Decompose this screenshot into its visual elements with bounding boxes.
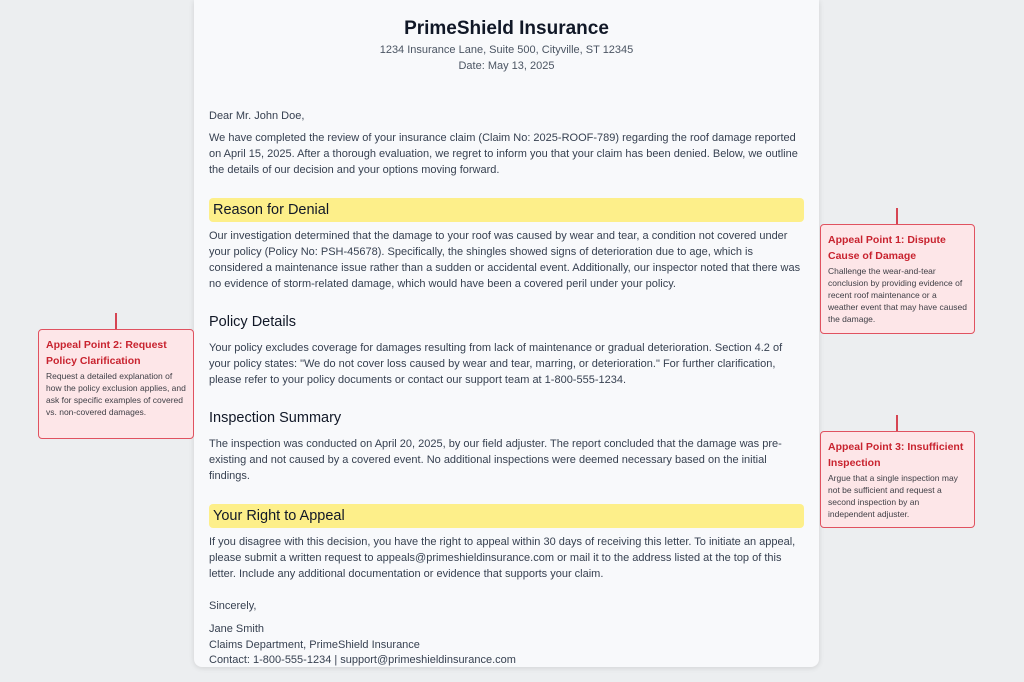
salutation: Dear Mr. John Doe,: [209, 110, 305, 122]
annotation-appeal-point-2: [38, 329, 194, 439]
annotation-title: Appeal Point 3: Insufficient Inspection: [828, 441, 964, 469]
heading-inspection-summary: Inspection Summary: [209, 410, 342, 426]
annotation-text: Challenge the wear-and-tear conclusion by providing evidence of recent roof maintenance or a weather event that may have caused the damage.: [828, 266, 967, 324]
company-address: 1234 Insurance Lane, Suite 500, Cityville, ST 12345: [379, 44, 634, 56]
annotation-2-connector: [115, 313, 117, 330]
heading-policy-details: Policy Details: [209, 314, 297, 330]
company-name: PrimeShield Insurance: [404, 18, 609, 39]
inspection-paragraph: The inspection was conducted on April 20, 2025, by our field adjuster. The report concluded that the damage was pre-existing and not caused by a covered event. No additional inspections were deemed necessary based on the initial findings.: [209, 438, 782, 482]
signature-block: [209, 622, 804, 669]
reason-paragraph: Our investigation determined that the damage to your roof was caused by wear and tear, a condition not covered under your policy (Policy No: PSH-45678). Specifically, the shingles showed signs of deterioration due to age, which is considered a maintenance issue rather than a sudden or accidental event. Additionally, our inspector noted that there was no evidence of storm-related damage, which would have been a covered peril under your policy.: [209, 230, 801, 290]
signer-contact: Contact: 1-800-555-1234 | support@primeshieldinsurance.com: [209, 654, 516, 666]
annotation-title: Appeal Point 1: Dispute Cause of Damage: [828, 234, 946, 262]
heading-reason-for-denial: Reason for Denial: [209, 198, 804, 222]
annotation-text: Request a detailed explanation of how the policy exclusion applies, and ask for specific examples of covered vs. non-covered damages.: [46, 371, 186, 417]
policy-paragraph: Your policy excludes coverage for damages resulting from lack of maintenance or gradual deterioration. Section 4.2 of your policy states: "We do not cover loss caused by wear and tear, marring, or deterioration." For further clarification, please refer to your policy documents or contact our support team at 1-800-555-1234.: [209, 342, 783, 386]
annotation-appeal-point-1: [820, 224, 975, 334]
annotation-title: Appeal Point 2: Request Policy Clarification: [46, 339, 167, 367]
signer-department: Claims Department, PrimeShield Insurance: [209, 638, 420, 651]
closing: Sincerely,: [209, 600, 257, 612]
heading-right-to-appeal: Your Right to Appeal: [209, 504, 804, 528]
annotation-appeal-point-3: [820, 431, 975, 528]
intro-paragraph: We have completed the review of your insurance claim (Claim No: 2025-ROOF-789) regarding the roof damage reported on April 15, 2025. After a thorough evaluation, we regret to inform you that your claim has been denied. Below, we outline the details of our decision and your options moving forward.: [209, 132, 798, 176]
letter-page: [194, 0, 819, 667]
letter-date: Date: May 13, 2025: [458, 60, 555, 72]
appeal-paragraph: If you disagree with this decision, you have the right to appeal within 30 days of receiving this letter. To initiate an appeal, please submit a written request to appeals@primeshieldinsurance.com or mail it to the address listed at the top of this letter. Include any additional documentation or evidence that supports your claim.: [209, 536, 796, 580]
annotation-text: Argue that a single inspection may not be sufficient and request a second inspection by an independent adjuster.: [828, 473, 958, 519]
annotation-3-connector: [896, 415, 898, 432]
annotation-1-connector: [896, 208, 898, 225]
signer-name: Jane Smith: [209, 623, 265, 635]
